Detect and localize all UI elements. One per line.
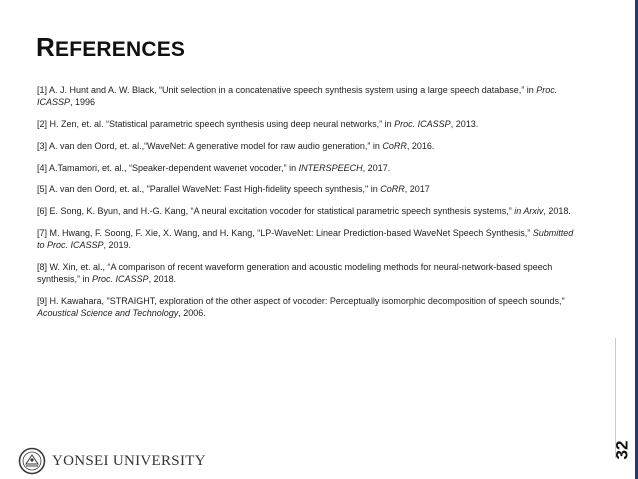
- reference-text: , 2018.: [543, 206, 571, 217]
- page-number-text: 32: [611, 440, 631, 460]
- reference-item: [37, 295, 577, 319]
- slide-title: [36, 32, 185, 63]
- reference-text: [4] A.Tamamori, et. al., “Speaker-dependent wavenet vocoder,” in: [37, 162, 299, 173]
- reference-venue: Proc. ICASSP: [394, 119, 451, 129]
- footer: [18, 446, 206, 476]
- reference-venue: Proc. ICASSP: [92, 274, 149, 285]
- title-initial: R: [36, 32, 55, 62]
- reference-list: [37, 84, 577, 329]
- university-name: YONSEI UNIVERSITY: [52, 452, 206, 469]
- reference-text: [2] H. Zen, et. al. “Statistical parametric speech synthesis using deep neural networks,” in: [37, 119, 395, 129]
- reference-text: [7] M. Hwang, F. Soong, F. Xie, X. Wang, and H. Kang, “LP-WaveNet: Linear Prediction-based WaveNet Speech Synthesis,”: [37, 227, 533, 238]
- reference-venue: CoRR: [382, 140, 407, 151]
- reference-text: [8] W. Xin, et. al., “A comparison of recent waveform generation and acoustic modeling methods for neural-network-based speech synthesis,” in: [37, 261, 553, 285]
- reference-item: [37, 227, 577, 251]
- reference-venue: Proc. ICASSP: [37, 85, 558, 108]
- reference-text: , 2013.: [450, 119, 479, 129]
- reference-text: [3] A. van den Oord, et. al.,“WaveNet: A generative model for raw audio generation,” in: [37, 140, 383, 151]
- reference-venue: CoRR: [380, 184, 405, 195]
- reference-item: [37, 183, 577, 195]
- reference-item: [37, 84, 577, 108]
- reference-text: , 2018.: [148, 274, 177, 285]
- reference-item: [37, 118, 577, 130]
- reference-text: [5] A. van den Oord, et. al., "Parallel WaveNet: Fast High-fidelity speech synthesis," in: [37, 184, 381, 195]
- title-rest: EFERENCES: [54, 38, 186, 61]
- reference-item: [37, 261, 577, 285]
- university-seal-icon: [18, 447, 46, 475]
- reference-venue: INTERSPEECH: [298, 162, 363, 173]
- reference-text: , 1996: [70, 97, 96, 108]
- reference-item: [37, 205, 577, 217]
- reference-text: , 2016.: [406, 140, 435, 151]
- reference-text: , 2006.: [178, 308, 206, 319]
- reference-text: [9] H. Kawahara, "STRAIGHT, exploration of the other aspect of vocoder: Perceptually isomorphic decomposition of speech sounds,": [37, 295, 565, 306]
- reference-text: [6] E. Song, K. Byun, and H.-G. Kang, “A neural excitation vocoder for statistical parametric speech synthesis systems,”: [37, 206, 515, 217]
- reference-text: , 2017.: [362, 162, 391, 173]
- page-number: [607, 430, 637, 470]
- reference-venue: Submitted to Proc. ICASSP: [37, 227, 574, 251]
- reference-text: [1] A. J. Hunt and A. W. Black, “Unit selection in a concatenative speech synthesis system using a large speech database,” in: [37, 85, 537, 95]
- reference-venue: Acoustical Science and Technology: [37, 308, 179, 319]
- reference-item: [37, 162, 577, 174]
- reference-venue: in Arxiv: [514, 206, 544, 217]
- reference-item: [37, 140, 577, 152]
- reference-text: , 2019.: [103, 240, 132, 251]
- reference-text: , 2017: [404, 184, 430, 195]
